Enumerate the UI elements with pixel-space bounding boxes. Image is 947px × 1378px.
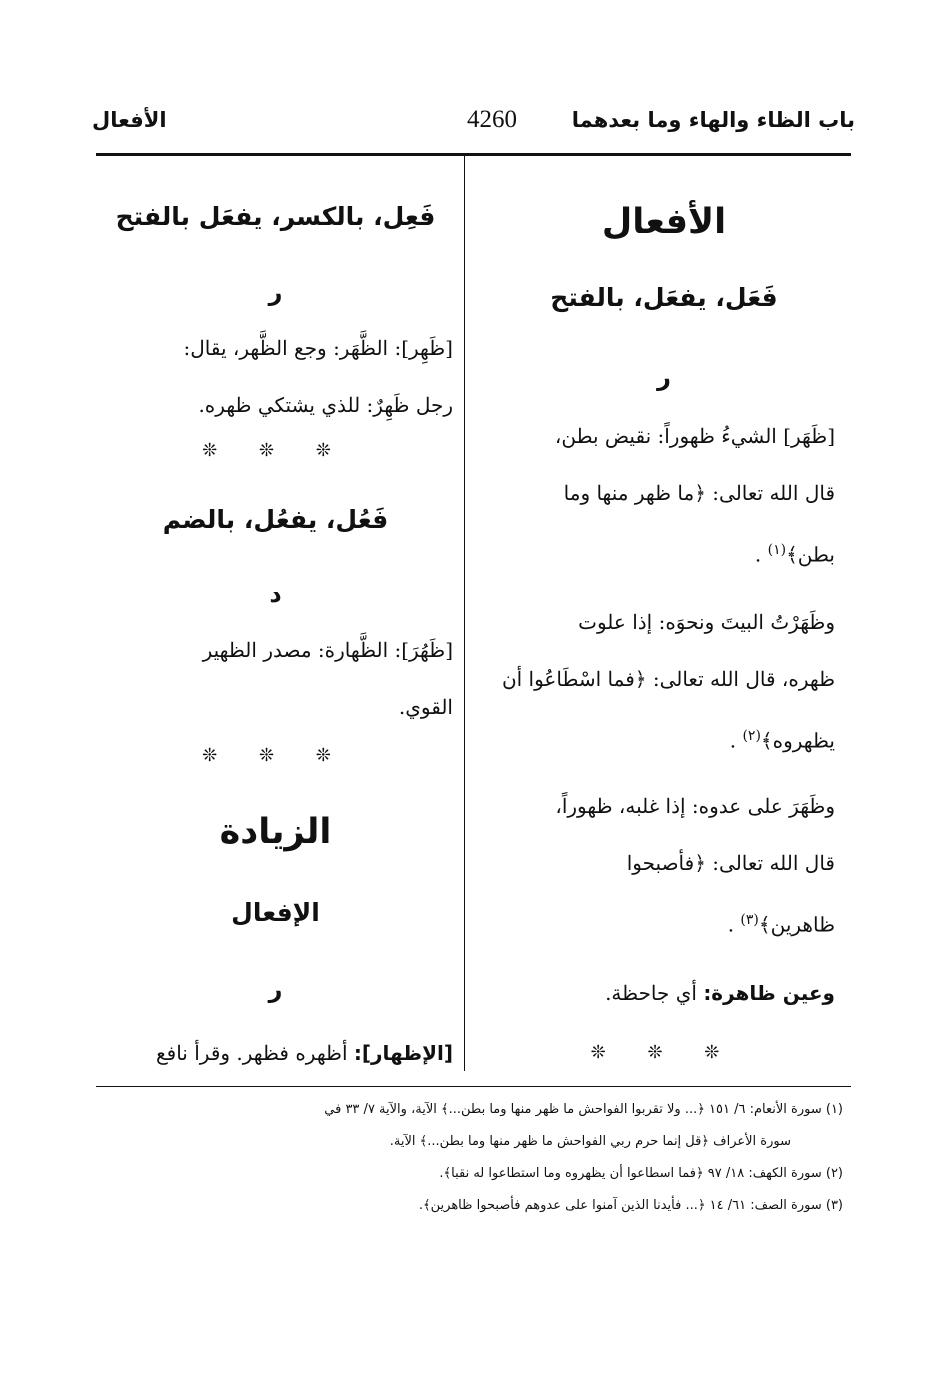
footnote-1-continued: سورة الأعراف ﴿قل إنما حرم ربي الفواحش ما ظهر منها وما بطن...﴾ الآية. xyxy=(389,1134,791,1149)
verb-form-heading: فَعُل، يفعُل، بالضم xyxy=(162,505,389,534)
footnote-2: (٢) سورة الكهف: ١٨/ ٩٧ ﴿فما اسطاعوا أن يظهروه وما استطاعوا له نقبا﴾. xyxy=(439,1166,843,1181)
section-separator: ❊ ❊ ❊ xyxy=(590,1042,738,1063)
entry-zahartu xyxy=(493,594,835,770)
entry-line: القوي. xyxy=(398,695,453,719)
entry-zahura xyxy=(98,622,453,736)
entry-izhar xyxy=(98,1025,453,1082)
entry-text: أي جاحظة. xyxy=(605,981,697,1005)
entry-line: ظهره، قال الله تعالى: ﴿فما اسْطَاعُوا أن xyxy=(501,667,835,691)
entry-text: يظهروه﴾ xyxy=(760,728,835,753)
entry-line: وظَهَرَ على عدوه: إذا غلبه، ظهوراً، xyxy=(555,794,835,818)
footnote-ref: (٢) xyxy=(742,728,761,744)
left-column xyxy=(98,170,453,1070)
entry-text: بطن﴾ xyxy=(786,542,835,567)
footnote-ref: (٣) xyxy=(740,912,759,928)
verb-form-heading: فَعِل، بالكسر، يفعَل بالفتح xyxy=(115,202,436,231)
page-header xyxy=(92,108,855,152)
entry-line: يظهروه﴾$^{(٢)}$ . xyxy=(729,728,835,753)
entry-line: قال الله تعالى: ﴿فأصبحوا xyxy=(626,851,835,875)
entry-line: ظاهرين﴾$^{(٣)}$ . xyxy=(727,912,835,937)
root-letter: ر xyxy=(657,363,671,391)
root-letter: ر xyxy=(268,975,283,1003)
root-letter: ر xyxy=(268,278,283,306)
section-separator: ❊ ❊ ❊ xyxy=(202,440,349,461)
root-letter: د xyxy=(269,580,282,608)
verb-form-heading: فَعَل، يفعَل، بالفتح xyxy=(550,283,778,312)
entry-line: [ظَهِر]: الظَّهَر: وجع الظَّهر، يقال: xyxy=(183,336,453,360)
section-title: الأفعال xyxy=(92,108,167,132)
section-separator: ❊ ❊ ❊ xyxy=(202,745,349,766)
chapter-title: باب الظاء والهاء وما بعدهما xyxy=(571,108,855,132)
header-rule xyxy=(96,153,851,156)
section-heading: الأفعال xyxy=(601,202,727,242)
entry-zahir xyxy=(98,320,453,434)
entry-ayn-zahira xyxy=(493,965,835,1022)
entry-line: [ظَهُرَ]: الظَّهارة: مصدر الظهير xyxy=(202,638,453,662)
column-divider xyxy=(464,154,465,1071)
entry-text: أظهره فظهر. وقرأ نافع xyxy=(156,1041,348,1065)
entry-zahara-ala xyxy=(493,778,835,954)
entry-line: بطن﴾$^{(١)}$ . xyxy=(754,542,835,567)
entry-term: وعين ظاهرة: xyxy=(703,981,835,1005)
page-number: 4260 xyxy=(467,106,517,133)
footnote-1: (١) سورة الأنعام: ٦/ ١٥١ ﴿... ولا تقربوا الفواحش ما ظهر منها وما بطن...﴾ الآية، والآية ٧/ ٣٣ في xyxy=(324,1102,843,1117)
entry-line: رجل ظَهِرٌ: للذي يشتكي ظهره. xyxy=(198,393,453,417)
entry-zahara xyxy=(493,408,835,584)
footnotes xyxy=(95,1094,843,1222)
footnote-rule xyxy=(96,1086,851,1087)
footnote-3: (٣) سورة الصف: ٦١/ ١٤ ﴿... فأيدنا الذين آمنوا على عدوهم فأصبحوا ظاهرين﴾. xyxy=(418,1198,843,1213)
footnote-ref: (١) xyxy=(767,542,787,558)
entry-line: قال الله تعالى: ﴿ما ظهر منها وما xyxy=(563,481,835,505)
section-heading: الزيادة xyxy=(219,812,332,852)
entry-line: وظَهَرْتُ البيتَ ونحوَه: إذا علوت xyxy=(578,610,835,634)
right-column xyxy=(493,170,835,1070)
entry-line: [ظَهَر] الشيءُ ظهوراً: نقيض بطن، xyxy=(554,424,835,448)
entry-text: ظاهرين﴾ xyxy=(758,912,835,937)
entry-term: [الإظهار]: xyxy=(353,1041,453,1065)
verb-form-heading: الإفعال xyxy=(231,898,320,927)
